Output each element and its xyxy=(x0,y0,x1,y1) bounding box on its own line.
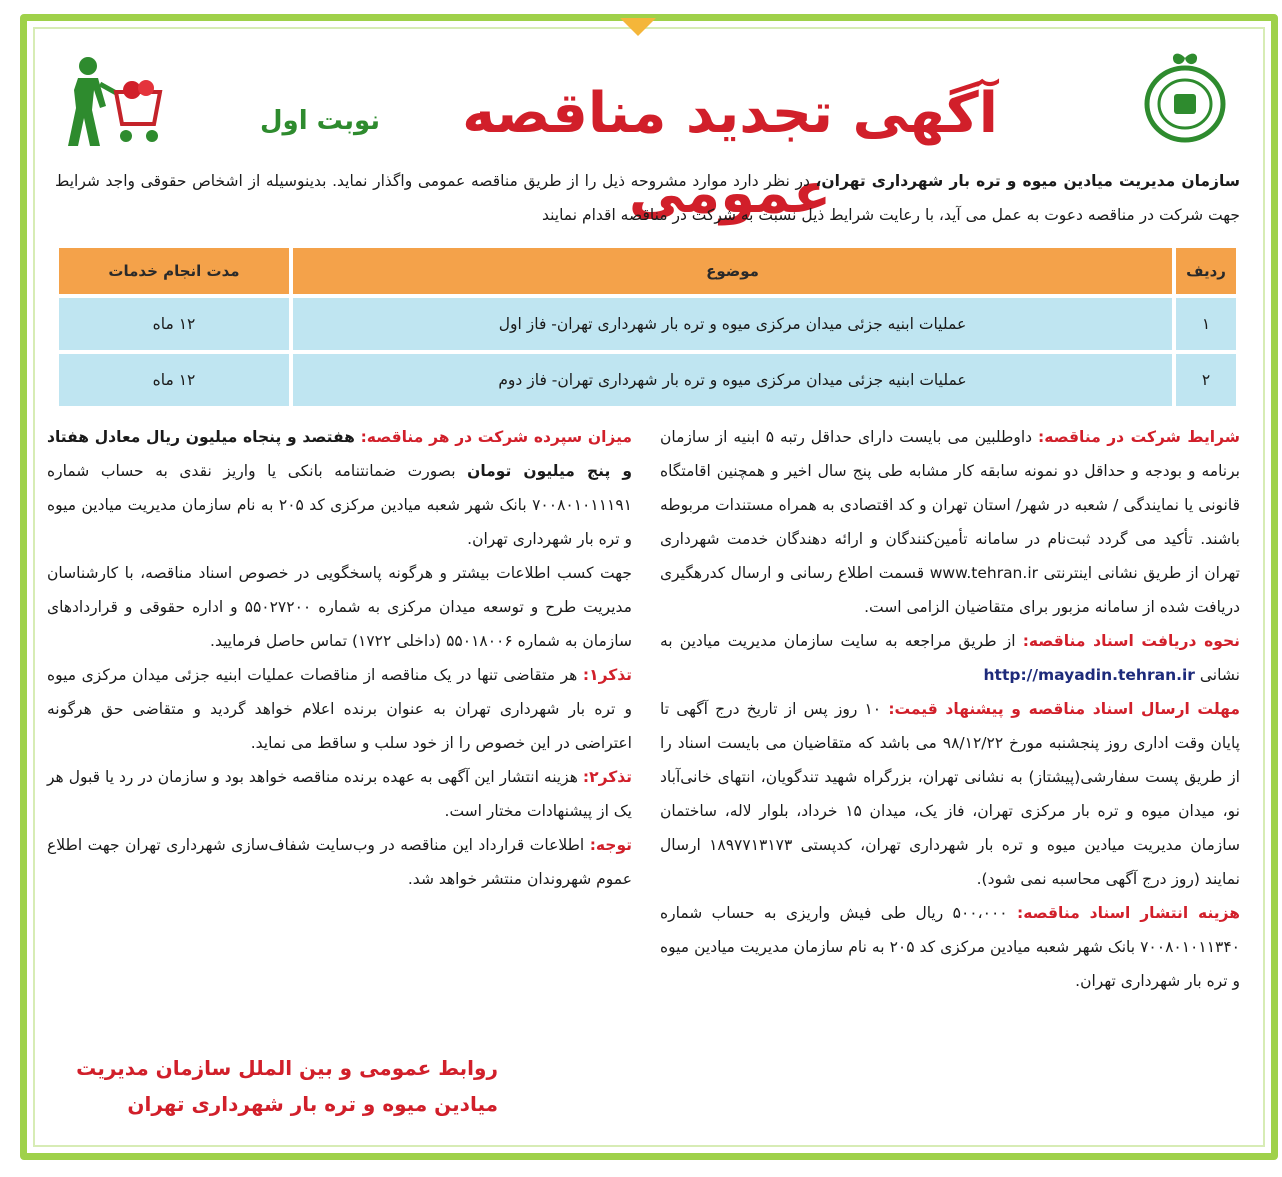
signature-block xyxy=(58,1050,498,1122)
fee-text: ۵۰۰،۰۰۰ ریال طی فیش واریزی به حساب شماره ۷۰۰۸۰۱۰۱۱۳۴۰ بانک شهر شعبه میادین مرکزی کد ۲۰۵ به نام سازمان مدیریت میادین میوه و تره بار شهرداری تهران. xyxy=(660,904,1240,990)
conditions-label: شرایط شرکت در مناقصه: xyxy=(1038,428,1240,446)
deadline-paragraph xyxy=(660,692,1240,896)
deposit-text: بصورت ضمانتنامه بانکی یا واریز نقدی به حساب شماره ۷۰۰۸۰۱۰۱۱۱۹۱ بانک شهر شعبه میادین مرکزی کد ۲۰۵ به نام سازمان مدیریت میادین میوه و تره بار شهرداری تهران. xyxy=(47,462,633,548)
mayadin-website-link[interactable]: http://mayadin.tehran.ir xyxy=(983,666,1195,684)
receive-docs-text: از طریق مراجعه به سایت سازمان مدیریت میادین به نشانی xyxy=(660,632,1240,684)
row-duration: ۱۲ ماه xyxy=(59,354,289,406)
page-title: آگهی تجدید مناقصه عمومی xyxy=(462,81,998,226)
round-label: نوبت اول xyxy=(260,106,381,136)
contact-info-paragraph: جهت کسب اطلاعات بیشتر و هرگونه پاسخگویی در خصوص اسناد مناقصه، با کارشناسان مدیریت طرح و توسعه میدان مرکزی به شماره ۵۵۰۲۷۲۰۰ و اداره حقوقی و قراردادهای سازمان به شماره ۵۵۰۱۸۰۰۶ (داخلی ۱۷۲۲) تماس حاصل فرمایید. xyxy=(47,564,632,650)
deposit-label: میزان سپرده شرکت در هر مناقصه: xyxy=(360,428,632,446)
receive-docs-paragraph xyxy=(660,624,1240,692)
deposit-amount: هفتصد و پنجاه میلیون ریال معادل هفتاد و پنج میلیون تومان xyxy=(47,428,632,480)
attention-text: اطلاعات قرارداد این مناقصه در وب‌سایت شفاف‌سازی شهرداری تهران جهت اطلاع عموم شهروندان منتشر خواهد شد. xyxy=(47,836,632,888)
header-subject: موضوع xyxy=(293,248,1172,294)
row-subject: عملیات ابنیه جزئی میدان مرکزی میوه و تره بار شهرداری تهران- فاز اول xyxy=(293,298,1172,350)
deposit-paragraph xyxy=(47,420,632,556)
signature-line-2: میادین میوه و تره بار شهرداری تهران xyxy=(127,1092,498,1116)
top-notch-decoration xyxy=(620,18,656,36)
intro-org: سازمان مدیریت میادین میوه و تره بار شهرداری تهران، xyxy=(815,172,1241,190)
note1-label: تذکر۱: xyxy=(582,666,632,684)
intro-paragraph xyxy=(55,164,1240,232)
conditions-column xyxy=(660,420,1240,998)
note2-label: تذکر۲: xyxy=(582,768,632,786)
attention-label: توجه: xyxy=(589,836,632,854)
fee-paragraph xyxy=(660,896,1240,998)
receive-docs-label: نحوه دریافت اسناد مناقصه: xyxy=(1022,632,1240,650)
row-number: ۱ xyxy=(1176,298,1236,350)
note2-text: هزینه انتشار این آگهی به عهده برنده مناقصه خواهد بود و سازمان در رد یا قبول هر یک از پیشنهادات مختار است. xyxy=(47,768,632,820)
row-duration: ۱۲ ماه xyxy=(59,298,289,350)
note1-paragraph xyxy=(47,658,632,760)
table-row xyxy=(59,298,1236,350)
note1-text: هر متقاضی تنها در یک مناقصه از مناقصات عملیات ابنیه جزئی میدان مرکزی میوه و تره بار شهرداری تهران به عنوان برنده اعلام خواهد گردید و متقاضی حق هرگونه اعتراضی در این خصوص را از خود سلب و ساقط می نماید. xyxy=(47,666,632,752)
tehran-municipality-logo-icon xyxy=(1130,48,1240,148)
note2-paragraph xyxy=(47,760,632,828)
attention-paragraph xyxy=(47,828,632,896)
header-row-number: ردیف xyxy=(1176,248,1236,294)
row-subject: عملیات ابنیه جزئی میدان مرکزی میوه و تره بار شهرداری تهران- فاز دوم xyxy=(293,354,1172,406)
conditions-paragraph xyxy=(660,420,1240,624)
deposit-column xyxy=(47,420,632,896)
deadline-label: مهلت ارسال اسناد مناقصه و پیشنهاد قیمت: xyxy=(888,700,1240,718)
intro-text: در نظر دارد موارد مشروحه ذیل را از طریق مناقصه عمومی واگذار نماید. بدینوسیله از اشخاص حقوقی واجد شرایط جهت شرکت در مناقصه دعوت به عمل می آید، با رعایت شرایط ذیل نسبت به شرکت در مناقصه اقدام نمایند xyxy=(55,172,1240,224)
conditions-text: داوطلبین می بایست دارای حداقل رتبه ۵ ابنیه از سازمان برنامه و بودجه و حداقل دو نمونه سابقه کار مشابه طی پنج سال اخیر و همچنین اقامتگاه قانونی یا نمایندگی / شعبه در شهر/ استان تهران و کد اقتصادی به همراه مستندات مربوطه باشند. تأکید می گردد ثبت‌نام در سامانه تأمین‌کنندگان و ارائه دهندگان خدمت شهرداری تهران از طریق نشانی اینترنتی www.tehran.ir قسمت اطلاع رسانی و ارسال کدرهگیری دریافت شده از سامانه مزبور برای متقاضیان الزامی است. xyxy=(660,428,1240,616)
table-row xyxy=(59,354,1236,406)
shopping-cart-person-icon xyxy=(60,54,170,150)
signature-line-1: روابط عمومی و بین الملل سازمان مدیریت xyxy=(76,1056,498,1080)
header-duration: مدت انجام خدمات xyxy=(59,248,289,294)
deadline-text: ۱۰ روز پس از تاریخ درج آگهی تا پایان وقت اداری روز پنجشنبه مورخ ۹۸/۱۲/۲۲ می باشد که متقاضیان می بایست اسناد را از طریق پست سفارشی(پیشتاز) به نشانی تهران، بزرگراه شهید تندگویان، انتهای خانی‌آباد نو، میدان میوه و تره بار مرکزی تهران، فاز یک، میدان ۱۵ خرداد، بلوار لاله، ساختمان سازمان مدیریت میادین میوه و تره بار شهرداری تهران، کدپستی ۱۸۹۷۷۱۳۱۷۳ ارسال نمایند (روز درج آگهی محاسبه نمی شود). xyxy=(660,700,1240,888)
table-header-row xyxy=(59,248,1236,294)
fee-label: هزینه انتشار اسناد مناقصه: xyxy=(1017,904,1240,922)
row-number: ۲ xyxy=(1176,354,1236,406)
tender-items-table xyxy=(55,244,1240,410)
